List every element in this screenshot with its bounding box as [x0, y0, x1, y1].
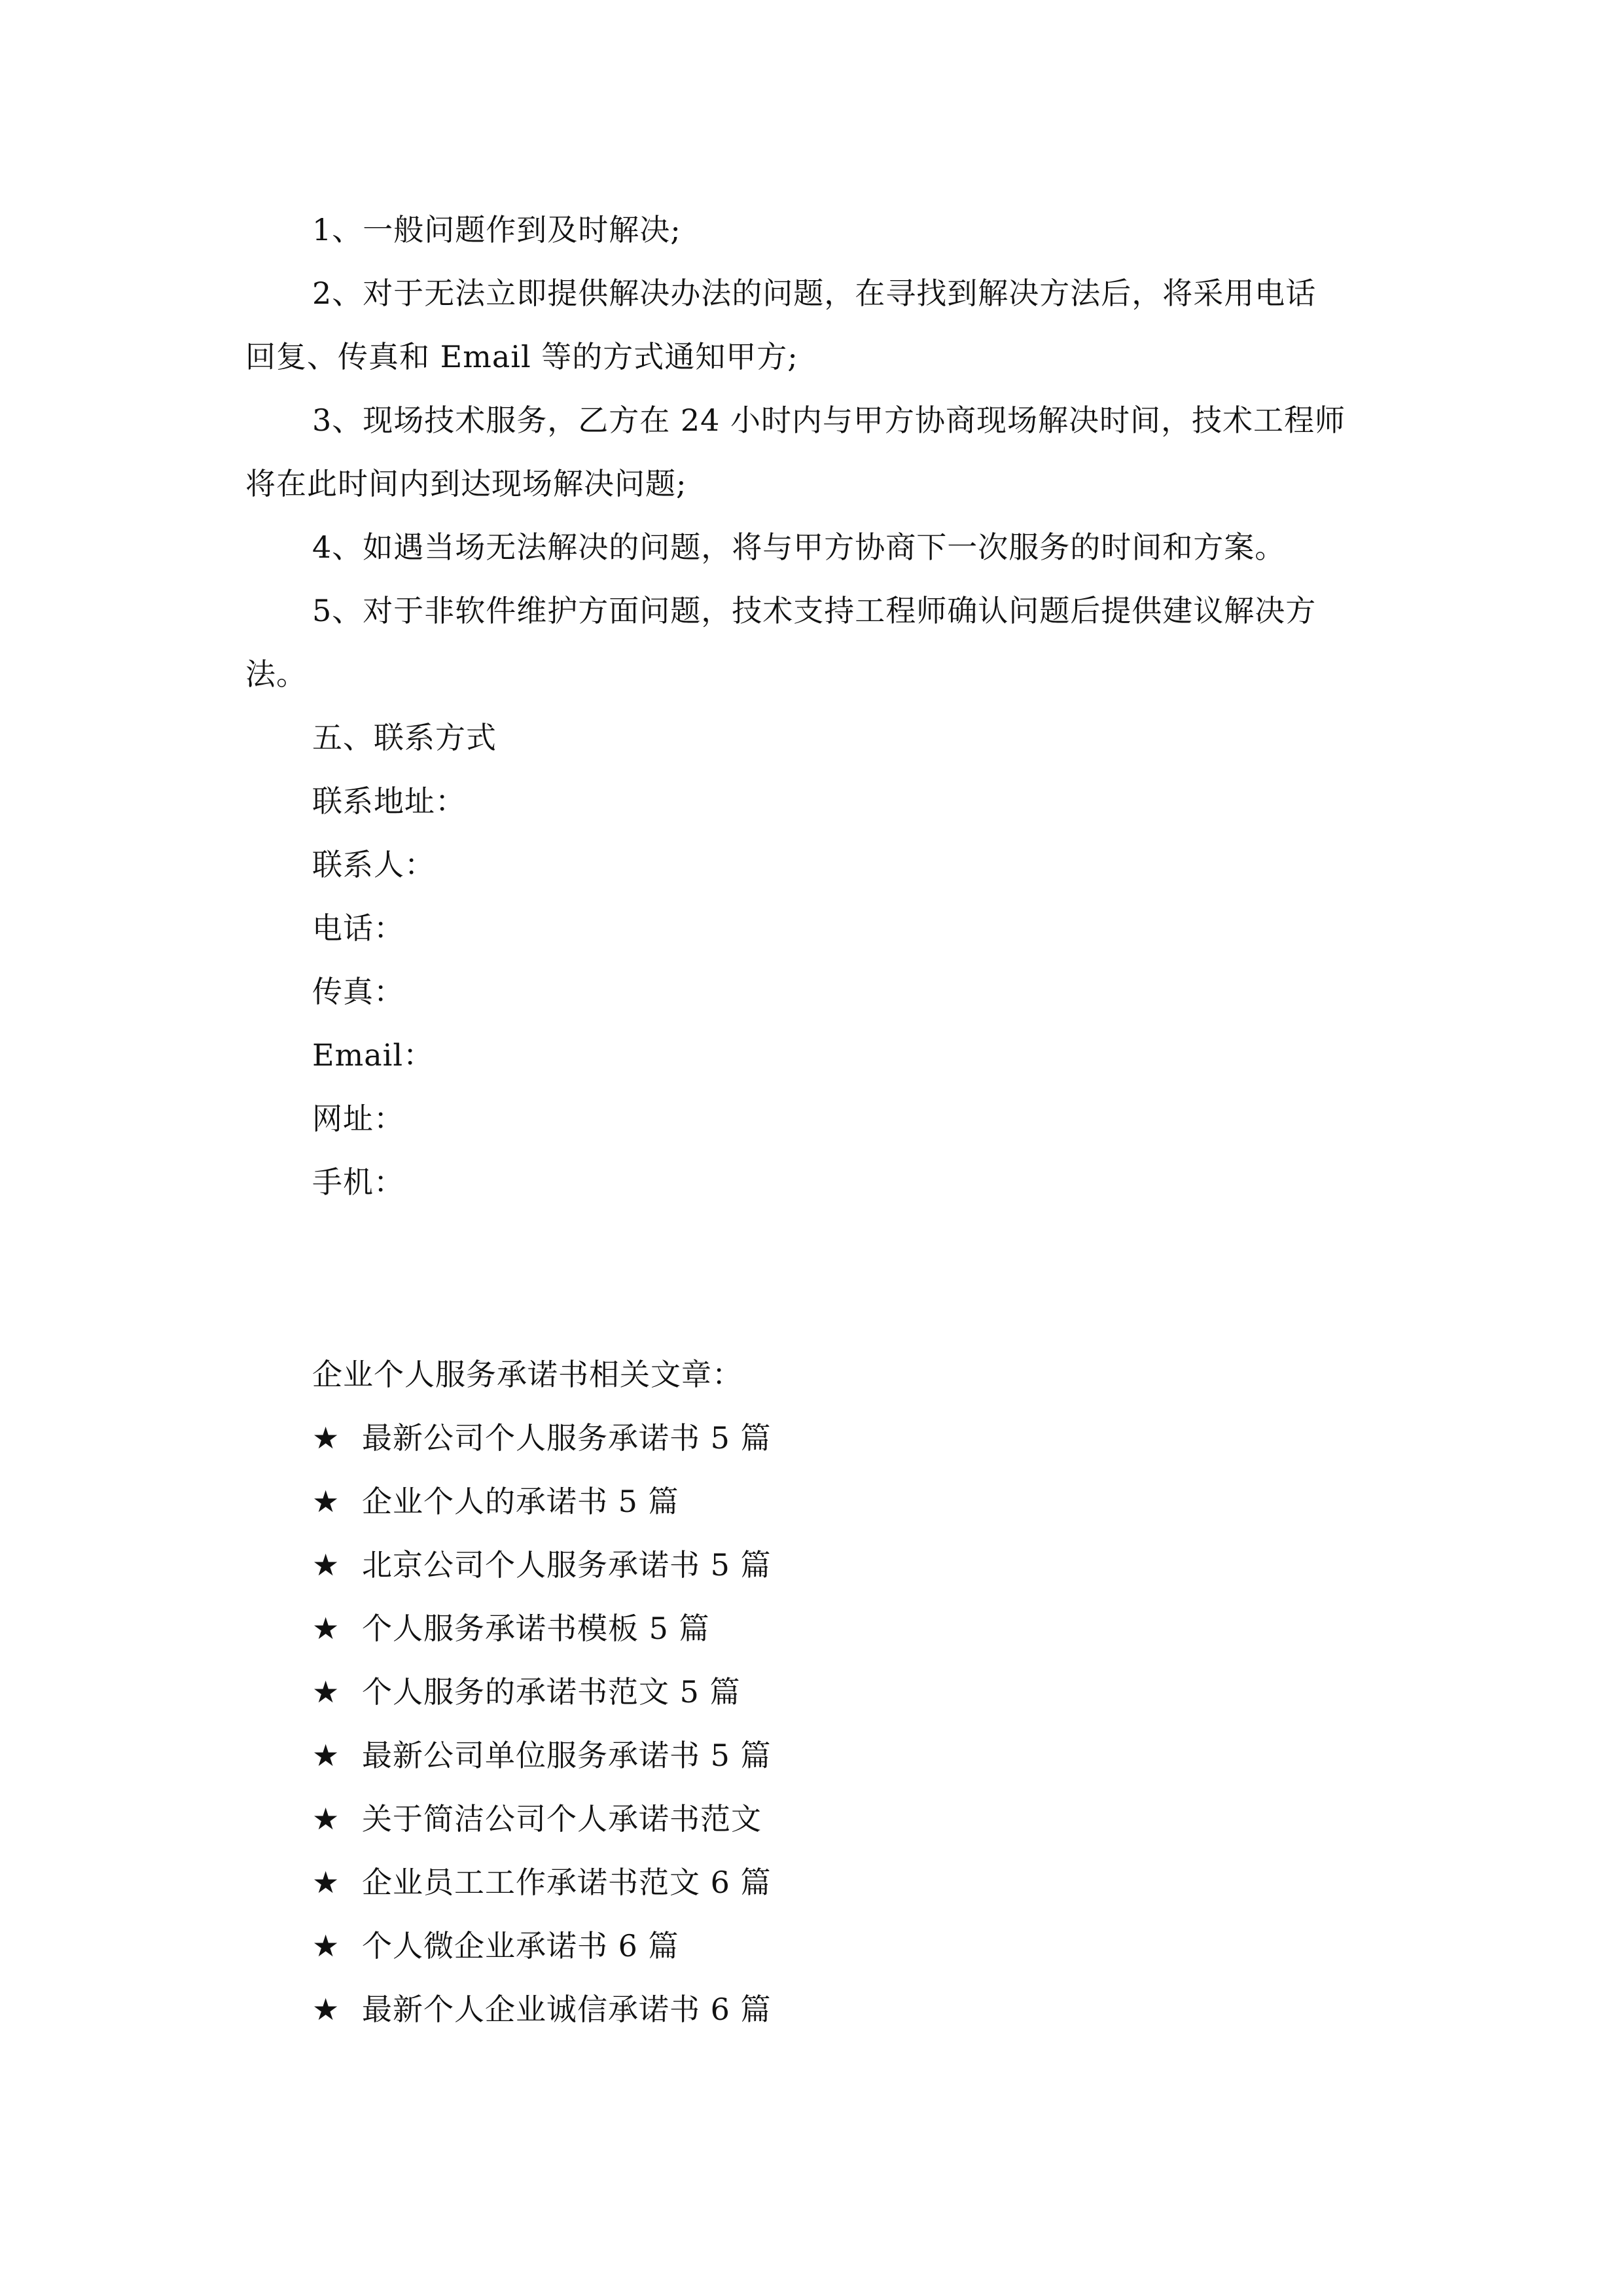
list-item-4: 4、如遇当场无法解决的问题，将与甲方协商下一次服务的时间和方案。: [312, 529, 1286, 565]
star-icon: ★: [312, 1420, 340, 1456]
section-heading: 五、联系方式: [312, 720, 497, 755]
related-article-link[interactable]: [312, 1420, 772, 1456]
related-article-title: 北京公司个人服务承诺书 5 篇: [362, 1547, 772, 1583]
star-icon: ★: [312, 1992, 340, 2027]
contact-email: Email：: [312, 1037, 435, 1073]
star-icon: ★: [312, 1738, 340, 1773]
list-item-3: 3、现场技术服务，乙方在 24 小时内与甲方协商现场解决时间，技术工程师: [312, 403, 1346, 438]
contact-person: 联系人：: [312, 847, 435, 882]
related-articles-heading: 企业个人服务承诺书相关文章：: [312, 1357, 743, 1392]
related-article-title: 个人服务的承诺书范文 5 篇: [362, 1674, 741, 1710]
related-article-link[interactable]: [312, 1610, 710, 1647]
star-icon: ★: [312, 1484, 340, 1519]
contact-address: 联系地址：: [312, 783, 466, 819]
related-article-link[interactable]: [312, 1483, 679, 1520]
related-article-link[interactable]: [312, 1864, 772, 1901]
star-icon: ★: [312, 1801, 340, 1837]
list-item-2-continued: 回复、传真和 Email 等的方式通知甲方;: [245, 339, 798, 374]
star-icon: ★: [312, 1865, 340, 1900]
list-item-1: 1、一般问题作到及时解决;: [312, 212, 681, 247]
star-icon: ★: [312, 1547, 340, 1583]
related-article-title: 个人服务承诺书模板 5 篇: [362, 1611, 710, 1646]
related-article-title: 个人微企业承诺书 6 篇: [362, 1928, 679, 1964]
related-article-link[interactable]: [312, 1547, 772, 1583]
related-article-link[interactable]: [312, 1991, 772, 2028]
related-article-title: 关于简洁公司个人承诺书范文: [362, 1801, 762, 1837]
list-item-2: 2、对于无法立即提供解决办法的问题，在寻找到解决方法后，将采用电话: [312, 276, 1317, 311]
list-item-5: 5、对于非软件维护方面问题，技术支持工程师确认问题后提供建议解决方: [312, 593, 1317, 628]
related-article-title: 企业个人的承诺书 5 篇: [362, 1484, 679, 1519]
list-item-5-continued: 法。: [245, 656, 307, 692]
contact-website: 网址：: [312, 1101, 404, 1136]
related-article-link[interactable]: [312, 1674, 741, 1710]
related-article-link[interactable]: [312, 1928, 679, 1964]
star-icon: ★: [312, 1928, 340, 1964]
contact-phone: 电话：: [312, 910, 404, 946]
star-icon: ★: [312, 1611, 340, 1646]
contact-fax: 传真：: [312, 974, 404, 1009]
related-article-title: 企业员工工作承诺书范文 6 篇: [362, 1865, 772, 1900]
list-item-3-continued: 将在此时间内到达现场解决问题;: [245, 466, 687, 501]
related-article-title: 最新公司单位服务承诺书 5 篇: [362, 1738, 772, 1773]
related-article-title: 最新个人企业诚信承诺书 6 篇: [362, 1992, 772, 2027]
related-article-link[interactable]: [312, 1801, 762, 1837]
star-icon: ★: [312, 1674, 340, 1710]
contact-mobile: 手机：: [312, 1164, 404, 1200]
related-article-title: 最新公司个人服务承诺书 5 篇: [362, 1420, 772, 1456]
related-article-link[interactable]: [312, 1737, 772, 1774]
